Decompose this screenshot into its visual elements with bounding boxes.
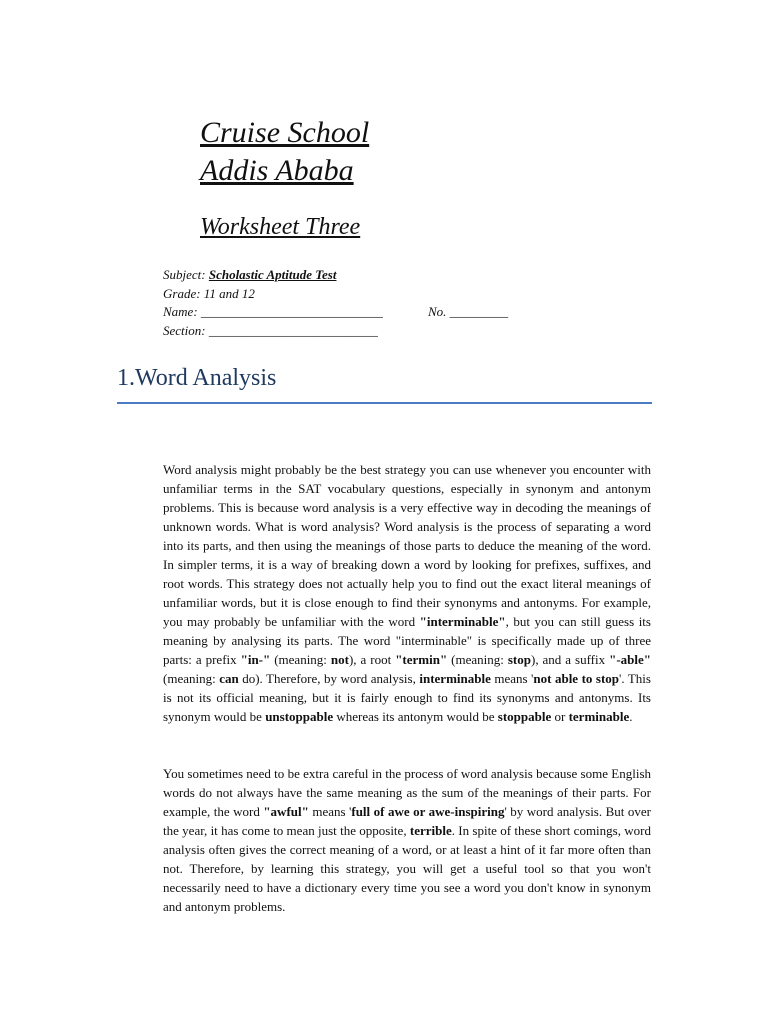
- paragraph-word-analysis-intro: [163, 460, 651, 726]
- bold-run: can: [219, 671, 239, 686]
- text-run: or: [551, 709, 569, 724]
- bold-run: not able to stop: [533, 671, 620, 686]
- number-field: [428, 303, 508, 322]
- subject-label: Subject:: [163, 267, 206, 282]
- name-row: [163, 303, 509, 322]
- grade-value: 11 and 12: [203, 285, 255, 301]
- worksheet-title: Worksheet Three: [200, 214, 361, 240]
- text-run: '. This is not its official meaning, but it is fairly enough to find its synonyms and antonyms. Its synonym would be: [163, 671, 651, 724]
- text-run: ), and a suffix: [530, 652, 610, 667]
- bold-run: terrible: [409, 823, 452, 838]
- city-name: Addis Ababa: [200, 154, 354, 187]
- bold-run: not: [330, 652, 349, 667]
- text-run: You sometimes need to be extra careful in the process of word analysis because some English words do not always have the same meaning as the sum of the meanings of their parts. For example, the word: [163, 766, 651, 819]
- text-run: means ': [308, 804, 352, 819]
- text-run: do). Therefore, by word analysis,: [238, 671, 420, 686]
- text-run: (meaning:: [447, 652, 508, 667]
- bold-run: interminable: [419, 671, 491, 686]
- school-name: Cruise School: [200, 116, 370, 149]
- bold-run: full of awe or awe-inspiring: [351, 804, 505, 819]
- paragraph-word-analysis-caution: [163, 764, 651, 916]
- text-run: , but you can still guess its meaning by analysing its parts. The word "interminable" is specifically made up of three parts: a prefix: [163, 614, 651, 667]
- text-run: whereas its antonym would be: [333, 709, 498, 724]
- text-run: Word analysis might probably be the best strategy you can use whenever you encounter with unfamiliar terms in the SAT vocabulary questions, especially in synonym and antonym problems. This is because word analysis is a very effective way in decoding the meanings of unknown words. What is word analysis? Word analysis is the process of separating a word into its parts, and then using the meanings of those parts to deduce the meaning of the word. In simpler terms, it is a way of breaking down a word by looking for prefixes, suffixes, and root words. This strategy does not actually help you to find out the exact literal meanings of unfamiliar words, but it is close enough to find their synonyms and antonyms. For example, you may probably be unfamiliar with the word: [163, 462, 651, 629]
- subject-value: Scholastic Aptitude Test: [208, 267, 337, 282]
- document-title: [200, 114, 369, 190]
- section-row: [163, 322, 383, 341]
- heading-divider: [117, 402, 652, 404]
- worksheet-meta: [163, 266, 509, 340]
- text-run: . In spite of these short comings, word analysis often gives the correct meaning of a word, or at least a hint of it far more often than not. Therefore, by learning this strategy, you will get a useful tool so that you won't necessarily need to have a dictionary every time you see a word you don't know in synonym and antonym problems.: [163, 823, 651, 914]
- text-run: means ': [490, 671, 534, 686]
- section-label: Section:: [163, 322, 206, 338]
- bold-run: stoppable: [497, 709, 552, 724]
- bold-run: "termin": [395, 652, 448, 667]
- bold-run: "in-": [240, 652, 271, 667]
- section-blank: __________________________: [208, 322, 378, 338]
- text-run: ' by word analysis. But over the year, it has come to mean just the opposite,: [163, 804, 651, 838]
- name-label: Name:: [163, 304, 198, 319]
- text-run: ), a root: [348, 652, 396, 667]
- text-run: (meaning:: [163, 671, 220, 686]
- subject-row: [163, 266, 383, 285]
- bold-run: terminable: [568, 709, 630, 724]
- text-run: .: [629, 709, 633, 724]
- bold-run: "-able": [609, 652, 651, 667]
- bold-run: "awful": [263, 804, 309, 819]
- grade-row: [163, 285, 383, 304]
- bold-run: "interminable": [419, 614, 506, 629]
- bold-run: stop: [507, 652, 531, 667]
- section-heading: 1.Word Analysis: [117, 365, 277, 391]
- number-blank: _________: [449, 304, 509, 319]
- name-blank: ____________________________: [200, 304, 383, 319]
- text-run: (meaning:: [270, 652, 331, 667]
- number-label: No.: [428, 304, 447, 319]
- bold-run: unstoppable: [265, 709, 334, 724]
- grade-label: Grade:: [163, 285, 201, 301]
